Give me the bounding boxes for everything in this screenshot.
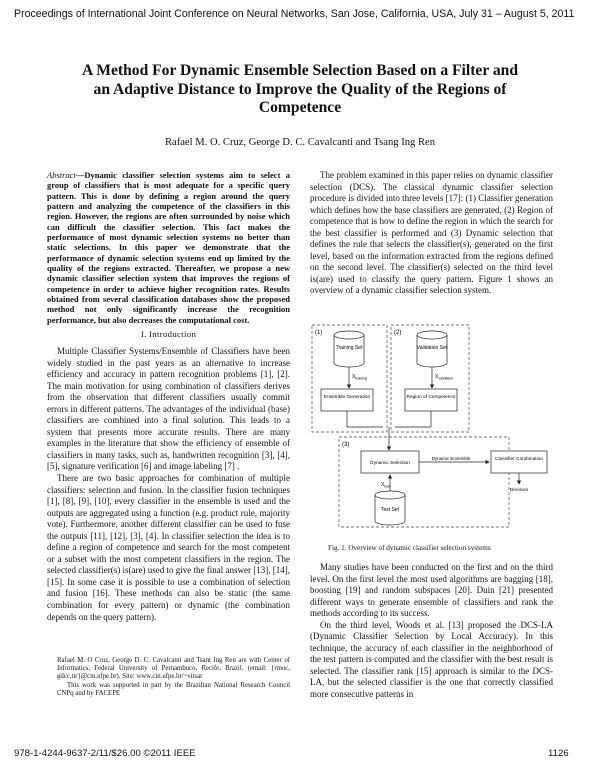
footnote-funding: This work was supported in part by the Brazilian National Research Council CNPq and by FACEPE [57, 681, 290, 697]
ensemble-generation-label: Ensemble Generation [323, 395, 371, 400]
test-set-label: Test Set [380, 507, 400, 513]
abstract-text: —Dynamic classifier selection systems aim to select a group of classifiers that is most adequate for a specific query pattern. This is done by defining a region around the query pattern and analyzing the competence of the classifiers in this region. However, the regions are often surrounded by noise which can difficult the classifier selection. This fact makes the performance of most dynamic selection systems no better than static selections. In this paper we demonstrate that the performance of dynamic selection systems end up limited by the quality of the regions extracted. Thereafter, we propose a new dynamic classifier selection system that improves the regions of competence in order to achieve higher recognition rates. Results obtained from several classification databases show the proposed method not only significantly increase the recognition performance, but also decreases the computational cost. [47, 170, 290, 325]
conference-header: Proceedings of International Joint Conference on Neural Networks, San Jose, California, USA, July 31 – August 5, 2011 [14, 8, 575, 20]
dynamic-ensemble-label: Dynamic Ensemble [431, 456, 471, 461]
right-column-bottom [310, 562, 553, 701]
ensemble-generation-box [321, 389, 373, 411]
x-validation: $X_{validation}$ [435, 374, 454, 381]
dynamic-selection-label: Dynamic Selection [370, 461, 410, 466]
validation-set-label: Validation Set [416, 345, 448, 351]
dcs-diagram [311, 323, 553, 535]
figure-1 [311, 323, 553, 535]
right-column-top [310, 170, 553, 297]
panel-1-label: (1) [315, 330, 323, 336]
panel-2-label: (2) [394, 330, 402, 336]
page-number: 1126 [548, 748, 569, 759]
training-set-label: Training Set [335, 345, 363, 351]
classifier-combination-box [491, 451, 547, 473]
paper-title [40, 62, 560, 118]
title-line-3: Competence [258, 99, 342, 116]
footnote [57, 657, 290, 698]
title-line-2: an Adaptive Distance to Improve the Quality of the Regions of [93, 80, 507, 98]
decision-label: Decision [509, 488, 529, 493]
classifier-combination-label: Classifier Combination [495, 457, 543, 462]
x-training: $X_{training}$ [352, 374, 367, 381]
intro-paragraph-2: There are two basic approaches for combination of multiple classifiers: selection and fusion. In the classifier fusion techniques [1], [8], [9], [10], every classifier in the ensemble is used and the outputs are aggregated using a function (e.g. product rule, majority vote). Furthermore, another different classifier can be used to fuse the outputs [11], [12], [3], [4]. In classifier selection the idea is to define a region of competence and search for the most competent or a subset with the most competent classifiers in the region. The selected classifier(s) is(are) used to give the final answer [13], [14], [15]. In some case it is possible to use a combination of selection and fusion [16]. These methods can also be static (the same combination for every pattern) or dynamic (the combination depends on the query pattern). [47, 473, 290, 622]
panel-3 [339, 437, 509, 527]
authors: Rafael M. O. Cruz, George D. C. Cavalcanti and Tsang Ing Ren [164, 137, 436, 148]
intro-column [47, 346, 290, 623]
validation-set-cylinder [417, 331, 448, 367]
abstract-label: Abstract [47, 170, 76, 180]
section-heading: I. Introduction [140, 329, 197, 339]
x-test: $X_{test}$ [381, 482, 390, 489]
region-of-competence-label: Region of Competence [406, 395, 456, 400]
title-line-1: A Method For Dynamic Ensemble Selection Based on a Filter and [81, 62, 519, 79]
figure-caption: Fig. 1. Overview of dynamic classifier selection systems [328, 544, 491, 552]
intro-paragraph-1: Multiple Classifier Systems/Ensemble of Classifiers have been widely studied in the past years as an alternative to increase efficiency and accuracy in pattern recognition problems [1], [2]. The main motivation for using combination of classifiers derives from the observation that different classifiers usually commit errors in different patterns. The advantages of the individual (base) classifiers are combined into a final solution. This leads to a system that presents more accurate results. There are many examples in the literature that show the efficiency of ensemble of classifiers in many tasks, such as, handwritten recognition [3], [4], [5], signature verification [6] and image labeling [7] . [47, 346, 290, 472]
training-set-cylinder [334, 331, 364, 367]
test-set-cylinder [375, 491, 405, 525]
abstract [47, 170, 290, 325]
panel-3-label: (3) [342, 442, 350, 448]
footnote-affiliation: Rafael M. O Cruz, George D. C. Cavalcanti and Tsant Ing Ren are with Center of Informatics, Federal University of Pernambuco, Recife, Brazil. (email: {rmoc, gdcc,tir}@cin.ufpe.br). Site: www.cin.ufpe.br/~viisar [57, 657, 290, 681]
right-paragraph-3: On the third level, Woods et al. [13] proposed the DCS-LA (Dynamic Classifier Selection by Local Accuracy). In this technique, the accuracy of each classifier in the neighborhood of the test pattern is computed and the classifier with the best result is selected. The classifier rank [15] approach is similar to the DCS-LA, but the selected classifier is the one that correctly classified more consecutive patterns in [310, 619, 553, 700]
right-paragraph-2: Many studies have been conducted on the first and on the third level. On the first level the most used algorithms are bagging [18], boosting [19] and random subspaces [20]. Duin [21] presented different ways to generate ensemble of classifiers and rank the methods according to its success. [310, 562, 553, 619]
right-paragraph-1: The problem examined in this paper relies on dynamic classifier selection (DCS). The classical dynamic classifier selection procedure is divided into three levels [17]: (1) Classifier generation which defines how the base classifiers are generated, (2) Region of competence that is how to define the region in which the search for the best classifier is performed and (3) Dynamic selection that defines the rule that selects the classifier(s), generated on the first level, based on the information extracted from the regions defined on the second level. The classifier(s) selected on the third level is(are) used to classify the query pattern. Figure 1 shows an overview of a dynamic classifier selection system. [310, 170, 553, 296]
footer-isbn: 978-1-4244-9637-2/11/$26.00 ©2011 IEEE [14, 748, 196, 759]
region-of-competence-box [405, 389, 457, 411]
